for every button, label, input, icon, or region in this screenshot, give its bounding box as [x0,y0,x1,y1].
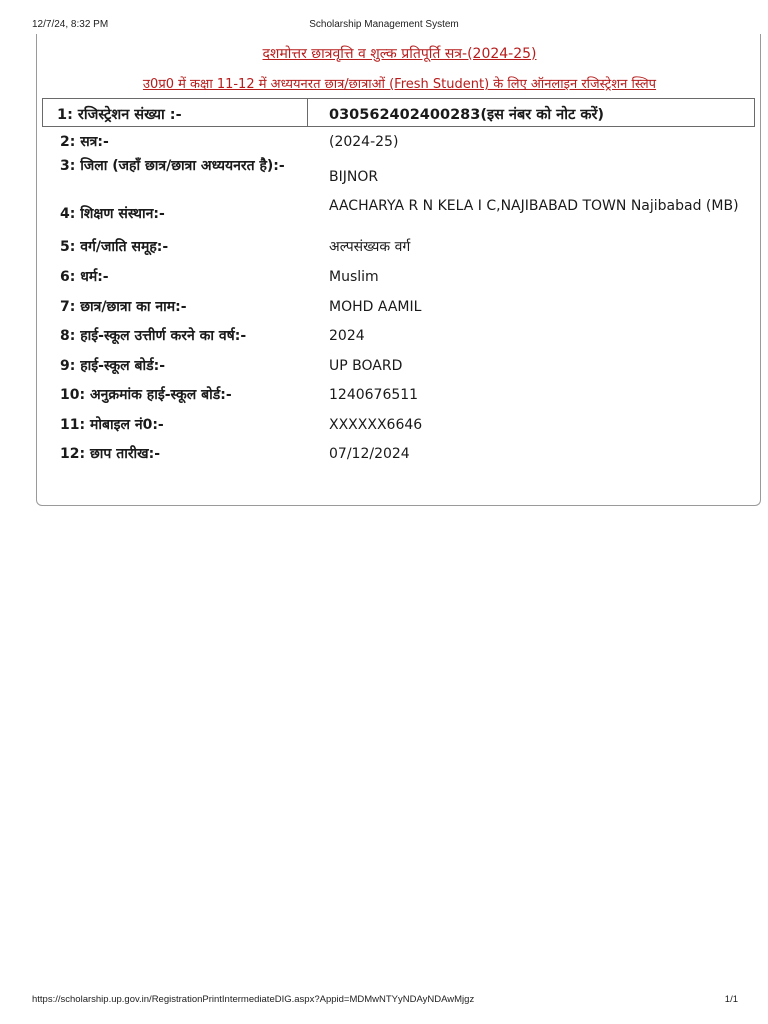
field-value: 2024 [329,328,365,344]
field-label: 12: छाप तारीख:- [60,446,161,462]
print-page-title: Scholarship Management System [309,19,459,30]
field-value: 07/12/2024 [329,446,410,462]
slip-heading: दशमोत्तर छात्रवृत्ति व शुल्क प्रतिपूर्ति सत्र-(2024-25) [262,46,537,62]
field-value: (2024-25) [329,134,399,150]
registration-number-label: 1: रजिस्ट्रेशन संख्या :- [42,98,308,127]
page-number: 1/1 [724,994,738,1005]
page-url: https://scholarship.up.gov.in/RegistrationPrintIntermediateDIG.aspx?Appid=MDMwNTYyNDAyNDAwMjgz [32,994,475,1005]
field-value: अल्पसंख्यक वर्ग [329,239,411,255]
field-label: 8: हाई-स्कूल उत्तीर्ण करने का वर्ष:- [60,328,247,344]
slip-subheading: उ0प्र0 में कक्षा 11-12 में अध्ययनरत छात्र/छात्राओं (Fresh Student) के लिए ऑनलाइन रजिस्ट्रेशन स्लिप [142,77,657,92]
registration-number-value: 030562402400283(इस नंबर को नोट करें) [308,98,755,127]
field-label: 10: अनुक्रमांक हाई-स्कूल बोर्ड:- [60,387,232,403]
field-value: XXXXXX6646 [329,417,423,433]
field-label: 3: जिला (जहाँ छात्र/छात्रा अध्ययनरत है):- [60,158,285,174]
field-value: 1240676511 [329,387,419,403]
field-label: 6: धर्म:- [60,269,109,285]
registration-number-row [42,98,755,127]
print-header [0,0,768,34]
field-value: AACHARYA R N KELA I C,NAJIBABAD TOWN Najibabad (MB) [329,198,739,214]
field-label: 11: मोबाइल नं0:- [60,417,164,433]
field-value: BIJNOR [329,169,379,185]
field-value: UP BOARD [329,358,403,374]
field-value: MOHD AAMIL [329,299,422,315]
field-label: 7: छात्र/छात्रा का नाम:- [60,299,187,315]
field-label: 9: हाई-स्कूल बोर्ड:- [60,358,166,374]
registration-slip-card [36,34,761,506]
field-label: 2: सत्र:- [60,134,109,150]
field-label: 4: शिक्षण संस्थान:- [60,206,165,222]
field-label: 5: वर्ग/जाति समूह:- [60,239,169,255]
print-footer [0,994,768,1014]
field-value: Muslim [329,269,379,285]
print-datetime: 12/7/24, 8:32 PM [32,19,109,30]
